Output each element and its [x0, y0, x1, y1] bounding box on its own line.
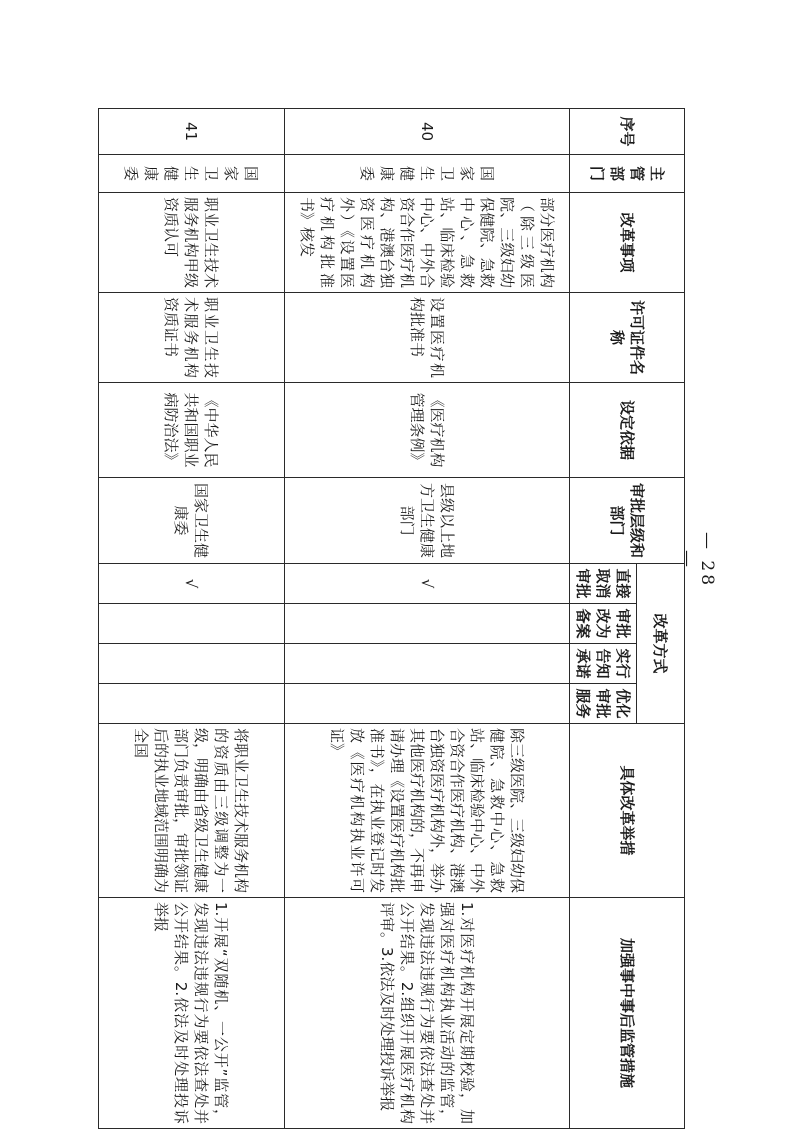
row-dept: 国家卫生健康委 [99, 155, 285, 193]
row-item: 部分医疗机构（除三级医院、三级妇幼保健院、急救中心、急救站、临床检验中心、中外合资合作医疗机构、港澳台独资医疗机构外）《设置医疗机构批准书》核发 [285, 193, 570, 293]
row-supervision: 1.对医疗机构开展定期校验，加强对医疗机构执业活动的监管，发现违法违规行为要依法查处并公开结果。2.组织开展医疗机构评审。3.依法及时处理投诉举报 [285, 898, 570, 1129]
row-method-promise [99, 644, 285, 684]
row-basis: 《中华人民共和国职业病防治法》 [99, 383, 285, 478]
header-item: 改革事项 [570, 193, 685, 293]
header-license: 许可证件名称 [570, 293, 685, 383]
reform-table [98, 108, 685, 1129]
row-method-optimize [285, 684, 570, 724]
row-seq: 41 [99, 109, 285, 155]
header-level: 审批层级和部门 [570, 478, 685, 564]
page-number: — 28 — [677, 531, 717, 589]
row-method-optimize [99, 684, 285, 724]
row-license: 职业卫生技术服务机构资质证书 [99, 293, 285, 383]
rotated-table-container [108, 108, 685, 1125]
header-seq: 序号 [570, 109, 685, 155]
header-methods: 改革方式 [637, 564, 685, 724]
row-method-promise [285, 644, 570, 684]
row-item: 职业卫生技术服务机构甲级资质认可 [99, 193, 285, 293]
row-license: 设置医疗机构批准书 [285, 293, 570, 383]
row-method-record [99, 604, 285, 644]
table-row [285, 109, 570, 1129]
header-measures: 具体改革举措 [570, 724, 685, 898]
header-method-cancel: 直接取消审批 [570, 564, 637, 604]
header-row-1 [637, 109, 685, 1129]
header-basis: 设定依据 [570, 383, 685, 478]
row-level: 国家卫生健康委 [99, 478, 285, 564]
header-method-record: 审批改为备案 [570, 604, 637, 644]
row-measures: 将职业卫生技术服务机构的资质由三级调整为一级，明确由省级卫生健康部门负责审批，审批领证后的执业地域范围明确为全国 [99, 724, 285, 898]
header-method-optimize: 优化审批服务 [570, 684, 637, 724]
row-level: 县级以上地方卫生健康部门 [285, 478, 570, 564]
header-method-promise: 实行告知承诺 [570, 644, 637, 684]
row-dept: 国家卫生健康委 [285, 155, 570, 193]
table-row [99, 109, 285, 1129]
row-method-cancel: √ [99, 564, 285, 604]
row-supervision: 1.开展“双随机、一公开”监管，发现违法违规行为要依法查处并公开结果。2.依法及时处理投诉举报 [99, 898, 285, 1129]
header-supervision: 加强事中事后监管措施 [570, 898, 685, 1129]
row-measures: 除三级医院、三级妇幼保健院、急救中心、急救站、临床检验中心、中外合资合作医疗机构、港澳台独资医疗机构外，举办其他医疗机构的，不再申请办理《设置医疗机构批准书》，在执业登记时发放《医疗机构执业许可证》 [285, 724, 570, 898]
row-basis: 《医疗机构管理条例》 [285, 383, 570, 478]
row-seq: 40 [285, 109, 570, 155]
header-dept: 主管部门 [570, 155, 685, 193]
row-method-record [285, 604, 570, 644]
row-method-cancel: √ [285, 564, 570, 604]
